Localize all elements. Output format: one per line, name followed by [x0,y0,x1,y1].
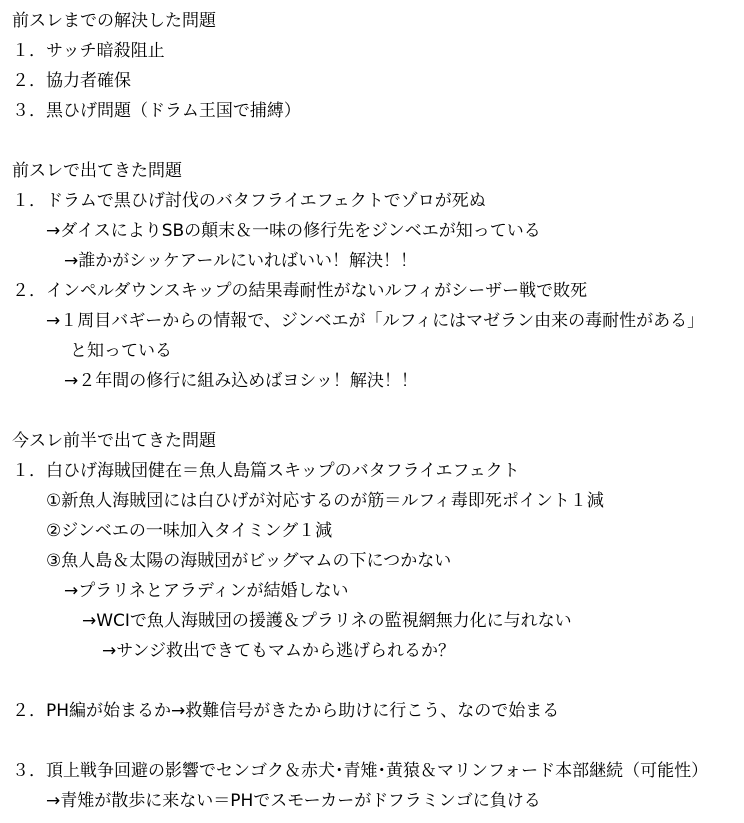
text-line: と知っている [70,341,172,361]
section-heading-previous: 前スレで出てきた問題 [12,161,182,181]
blank-line [12,726,738,756]
text-line: ２．PH編が始まるか→救難信号がきたから助けに行こう、なので始まる [12,701,560,721]
text-line: ２．インペルダウンスキップの結果毒耐性がないルフィがシーザー戦で敗死 [12,281,588,301]
text-line: →青雉が散歩に来ない＝PHでスモーカーがドフラミンゴに負ける [46,791,541,811]
text-line: １．白ひげ海賊団健在＝魚人島篇スキップのバタフライエフェクト [12,461,520,481]
text-line: →１周目バギーからの情報で、ジンベエが「ルフィにはマゼラン由来の毒耐性がある」 [46,311,705,331]
text-line: →プラリネとアラディンが結婚しない [64,581,349,601]
blank-line [12,126,738,156]
text-line: １．ドラムで黒ひげ討伐のバタフライエフェクトでゾロが死ぬ [12,191,486,211]
document-body [12,6,738,816]
text-line: ２．協力者確保 [12,71,131,91]
text-line: →WCIで魚人海賊団の援護＆プラリネの監視網無力化に与れない [82,611,572,631]
text-line: →２年間の修行に組み込めばヨシッ！解決！！ [64,371,418,391]
text-line: →誰かがシッケアールにいればいい！解決！！ [64,251,418,271]
text-line: ３．黒ひげ問題（ドラム王国で捕縛） [12,101,301,121]
section-heading-resolved: 前スレまでの解決した問題 [12,11,216,31]
text-line: ３．頂上戦争回避の影響でセンゴク＆赤犬･青雉･黄猿＆マリンフォード本部継続（可能性） [12,761,709,781]
text-line: ②ジンベエの一味加入タイミング１減 [46,521,333,541]
text-line: ①新魚人海賊団には白ひげが対応するのが筋＝ルフィ毒即死ポイント１減 [46,491,604,511]
text-line: １．サッチ暗殺阻止 [12,41,165,61]
text-line: ③魚人島＆太陽の海賊団がビッグマムの下につかない [46,551,452,571]
blank-line [12,666,738,696]
text-line: →サンジ救出できてもマムから逃げられるか？ [102,641,455,661]
blank-line [12,396,738,426]
text-line: →ダイスによりSBの顛末＆一味の修行先をジンベエが知っている [46,221,541,241]
section-heading-current: 今スレ前半で出てきた問題 [12,431,216,451]
